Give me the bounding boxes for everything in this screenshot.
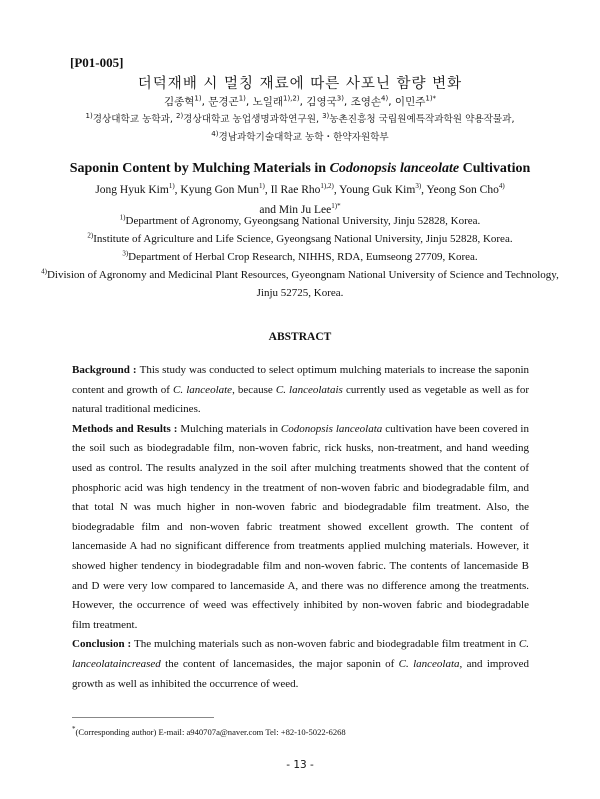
section-label: Conclusion : — [72, 638, 135, 651]
affiliation: $^{4)}$Division of Agronomy and Medicinal Plant Resources, Gyeongnam National University of Science and Technology, Jinju 52725, Korea. — [41, 267, 559, 299]
author: Kyung Gon Mun$^{1)}$ — [180, 182, 265, 196]
author: Min Ju Lee$^{1)*}$ — [278, 202, 341, 216]
affiliation: $^{1)}$Department of Agronomy, Gyeongsang National University, Jinju 52828, Korea. — [119, 213, 481, 227]
section-label: Background : — [72, 364, 140, 376]
affiliation: $^{3)}$Department of Herbal Crop Research, NIHHS, RDA, Eumseong 27709, Korea. — [122, 249, 478, 263]
author: 조영손$^{4)}$ — [350, 94, 389, 108]
footnote-divider — [72, 717, 214, 718]
author: 노일래$^{1),2)}$ — [252, 94, 300, 108]
corresponding-author-footnote: *(Corresponding author) E-mail: a940707a@naver.com Tel: +82-10-5022-6268 — [72, 725, 346, 737]
author: Il Rae Rho$^{1),2)}$ — [270, 182, 334, 196]
author: Young Guk Kim$^{3)}$ — [339, 182, 422, 196]
page-number: - 13 - — [286, 759, 314, 771]
author: Jong Hyuk Kim$^{1)}$ — [95, 182, 175, 196]
species-name: Codonopsis lanceolate — [329, 161, 460, 176]
korean-affiliations: $^{1)}$경상대학교 농학과, $^{2)}$경상대학교 농업생명과학연구원, $^{3)}$농촌진흥청 국립원예특작과학원 약용작물과, $^{4)}$경남과학기술대학교 농학・한약자원학부 — [85, 111, 515, 143]
abstract-background: Background : This study was conducted to select optimum mulching materials to increase the saponin content and growth of C. lanceolate, because C. lanceolatais currently used as vegetable as well as for natural traditional medicines. — [72, 364, 530, 416]
section-label: Methods and Results : — [72, 422, 181, 435]
abstract-body — [72, 361, 529, 694]
affiliation: $^{2)}$Institute of Agriculture and Life Science, Gyeongsang National University, Jinju 52828, Korea. — [87, 231, 513, 245]
abstract-conclusion: Conclusion : The mulching materials such as non-woven fabric and biodegradable film treatment in C. lanceolataincreased the content of lancemasides, the major saponin of C. lanceolata, and improved growth as well as inhibited the occurrence of weed. — [72, 638, 529, 690]
english-authors: Jong Hyuk Kim$^{1)}$, Kyung Gon Mun$^{1)}$, Il Rae Rho$^{1),2)}$, Young Guk Kim$^{3)}$, Yeong Son Cho$^{4)}$ and Min Ju Lee$^{1)*}$ — [95, 182, 505, 216]
abstract-methods: Methods and Results : Mulching materials in Codonopsis lanceolata cultivation have been covered in the soil such as biodegradable film, non-woven fabric, rick husks, non-treatment, and hand weeding used as control. The results analyzed in the soil after mulching treatments showed that the content of phosphoric acid was high tendency in the treatment of non-woven fabric and biodegradable film, and that total N was much higher in non-woven fabric and biodegradable film treatment. Also, the biodegradable film and non-woven fabric treatment showed excellent growth. The content of lancemaside A had no significant difference from treatments applied mulching materials. However, it showed higher tendency in biodegradable film and non-woven fabric. The contents of lancemaside B and D were very low compared to lancemaside A, and there was no difference among the treatments. However, the occurrence of weed was effectively inhibited by non-woven fabric and biodegradable film treatment. — [72, 422, 529, 631]
english-affiliations — [40, 212, 560, 302]
english-title: Saponin Content by Mulching Materials in Codonopsis lanceolate Cultivation — [69, 161, 531, 176]
author: 김영국$^{3)}$ — [306, 94, 344, 108]
abstract-code: [P01-005] — [70, 55, 124, 70]
korean-title: 더덕재배 시 멀칭 재료에 따른 사포닌 함량 변화 — [137, 76, 463, 92]
korean-authors: 김종혁$^{1)}$, 문경곤$^{1)}$, 노일래$^{1),2)}$, 김영국$^{3)}$, 조영손$^{4)}$, 이민주$^{1)*}$ — [163, 94, 437, 108]
author: 이민주$^{1)*}$ — [394, 94, 437, 108]
author: 김종혁$^{1)}$ — [163, 94, 202, 108]
author: 문경곤$^{1)}$ — [208, 94, 246, 108]
author: Yeong Son Cho$^{4)}$ — [426, 182, 505, 196]
abstract-heading: ABSTRACT — [268, 331, 332, 343]
